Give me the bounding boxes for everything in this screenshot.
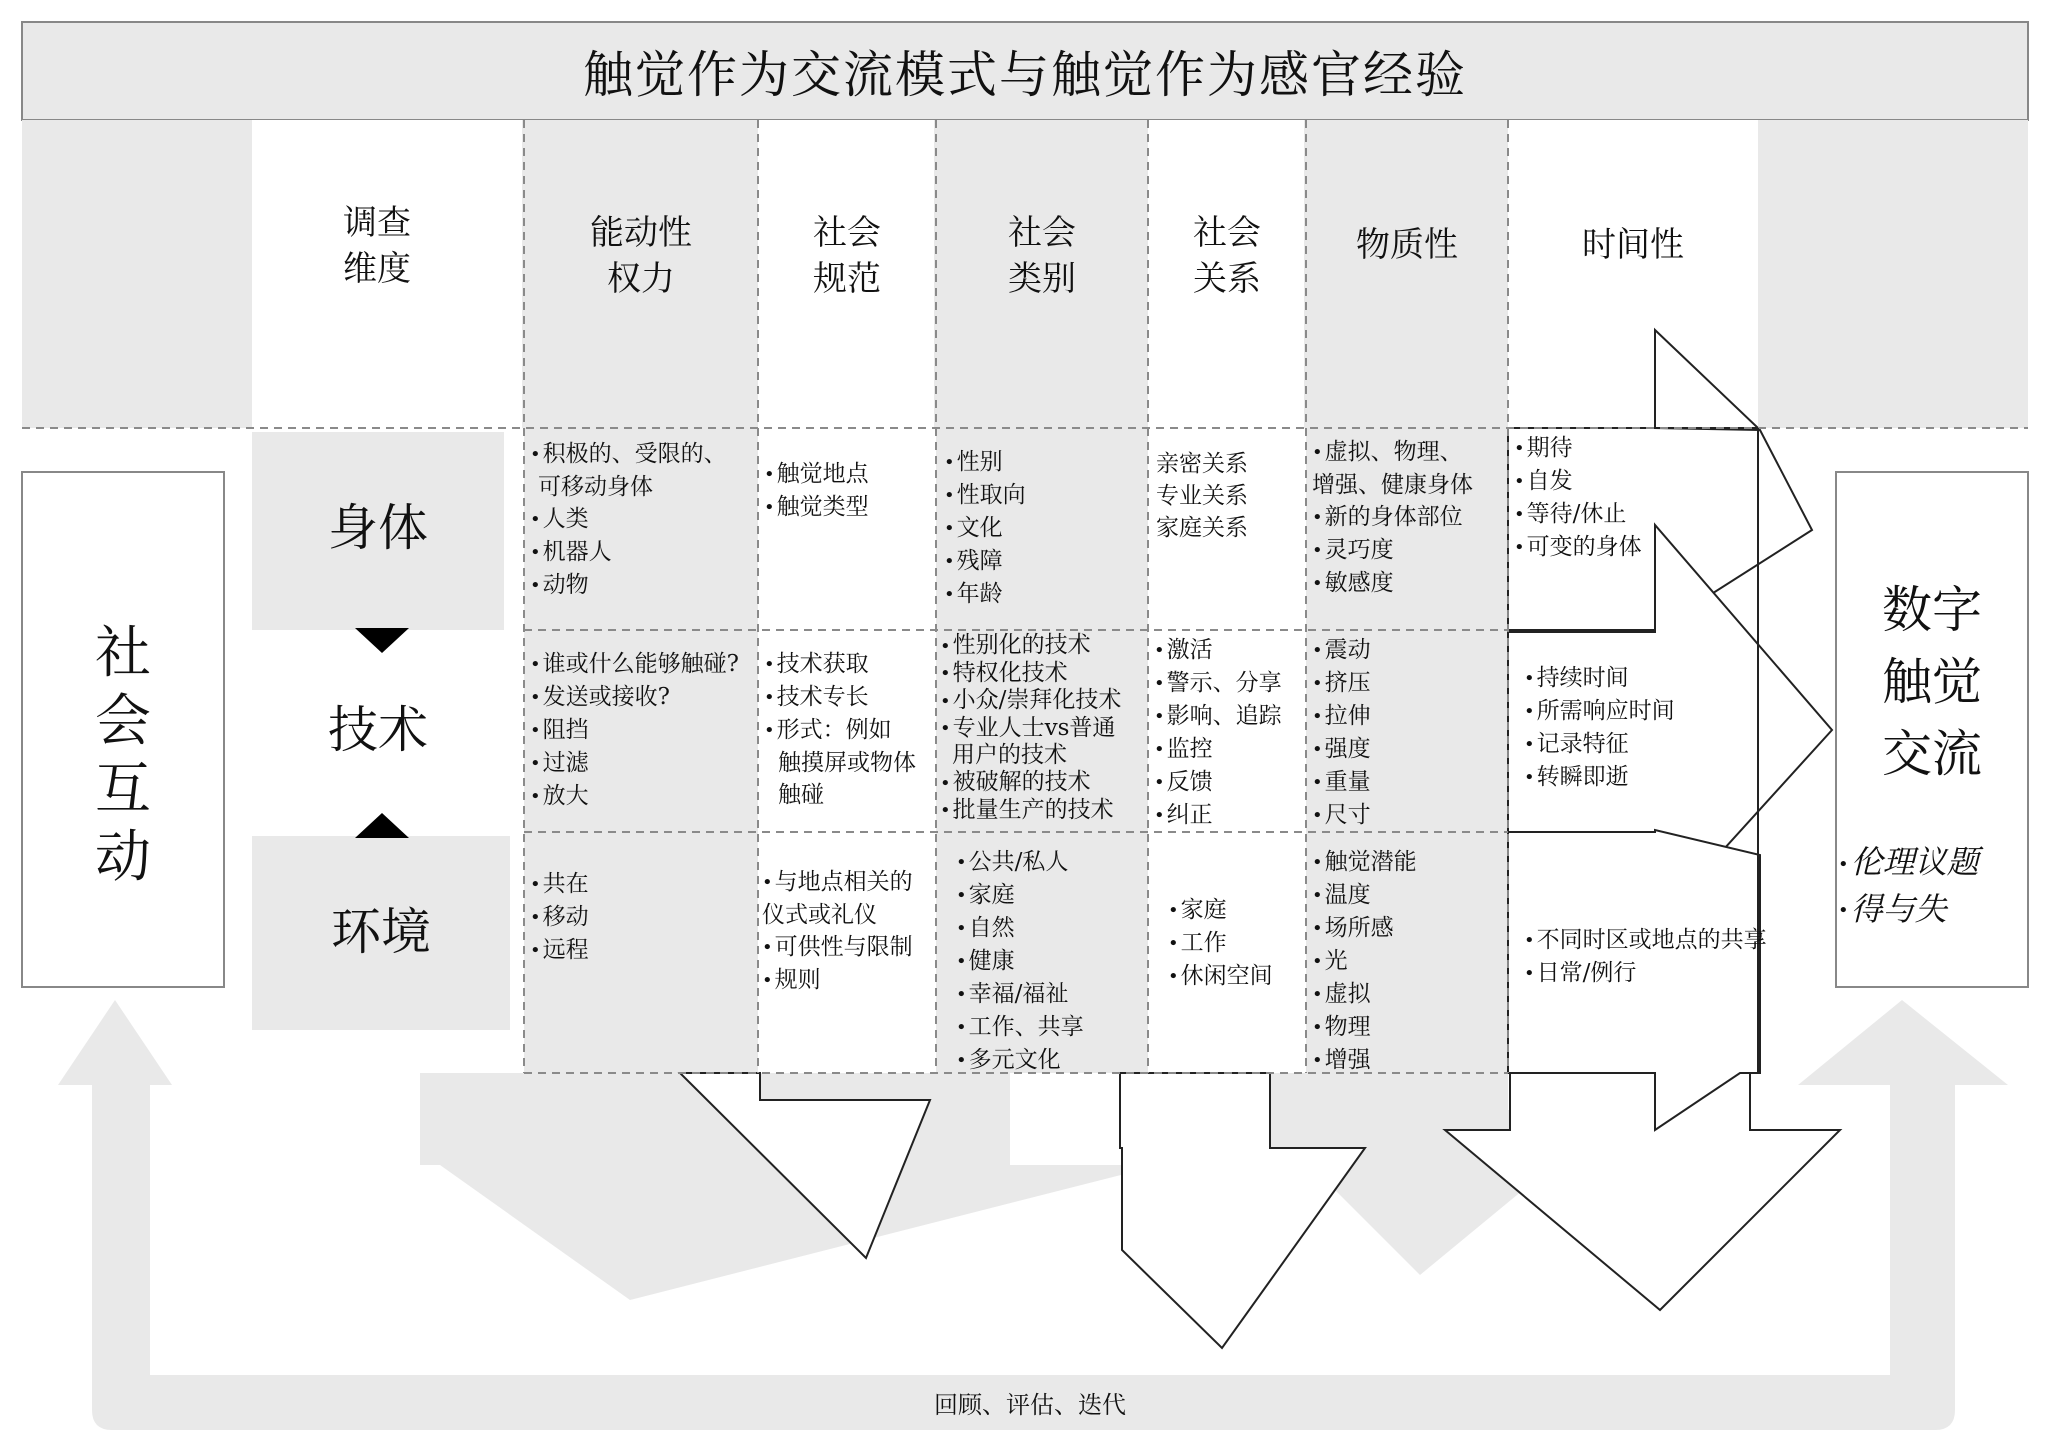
col-header-relations: 社会 关系 [1193,213,1261,299]
col-header-materiality: 物质性 [1356,225,1458,265]
col-header-categories: 社会 类别 [1008,213,1076,299]
cell-body-materiality: •虚拟、物理、 增强、健康身体 •新的身体部位 •灵巧度 •敏感度 [1312,439,1473,596]
cell-env-relations: •家庭 •工作 •休闲空间 [1168,897,1273,989]
header-white-col6 [1508,120,1758,428]
down-triangle [355,628,409,653]
cell-body-relations: 亲密关系 专业关系 家庭关系 [1156,451,1248,541]
cell-env-agency: •共在 •移动 •远程 [530,871,589,963]
cell-body-agency: •积极的、受限的、 可移动身体 •人类 •机器人 •动物 [530,441,727,598]
col-header-temporality: 时间性 [1582,225,1684,265]
col-header-norms: 社会 规范 [813,213,881,299]
cell-tech-materiality: •震动 •挤压 •拉伸 •强度 •重量 •尺寸 [1312,637,1371,828]
cell-body-temporality: •期待 •自发 •等待/休止 •可变的身体 [1514,435,1642,560]
up-triangle [355,813,409,838]
row-header-body: 身体 [328,499,428,557]
cell-body-categories: •性别 •性取向 •文化 •残障 •年龄 [944,449,1026,607]
cell-body-norms: •触觉地点 •触觉类型 [764,461,869,520]
cell-env-categories: •公共/私人 •家庭 •自然 •健康 •幸福/福祉 •工作、共享 •多元文化 [956,849,1084,1073]
cell-tech-temporality: •持续时间 •所需响应时间 •记录特征 •转瞬即逝 [1524,665,1675,790]
cell-env-materiality: •触觉潜能 •温度 •场所感 •光 •虚拟 •物理 •增强 [1312,849,1417,1073]
cell-tech-categories: •性别化的技术 •特权化技术 •小众/崇拜化技术 •专业人士vs普通 用户的技术 •被破解的技术 •批量生产的技术 [940,632,1122,823]
cell-tech-agency: •谁或什么能够触碰? •发送或接收? •阻挡 •过滤 •放大 [530,651,739,809]
row-header-technology: 技术 [328,701,428,759]
cell-env-norms: •与地点相关的 仪式或礼仪 •可供性与限制 •规则 [762,869,913,993]
row-header-environment: 环境 [331,903,431,961]
cell-tech-relations: •激活 •警示、分享 •影响、追踪 •监控 •反馈 •纠正 [1154,637,1282,828]
social-interaction-label [22,620,224,892]
social-interaction-text: 社 会 互 动 [95,621,151,890]
col-header-agency: 能动性 权力 [590,213,692,299]
ethics-points: •伦理议题 •得与失 [1838,843,1979,928]
page-title: 触觉作为交流模式与触觉作为感官经验 [583,46,1467,104]
dimension-label: 调查 维度 [343,203,411,289]
cell-env-temporality: •不同时区或地点的共享 •日常/例行 [1524,927,1767,986]
digital-touch-communication-label: 数字 触觉 交流 [1882,581,1982,783]
cell-tech-norms: •技术获取 •技术专长 •形式：例如 触摸屏或物体 触碰 [764,651,916,808]
review-iterate-label: 回顾、评估、迭代 [934,1391,1126,1419]
